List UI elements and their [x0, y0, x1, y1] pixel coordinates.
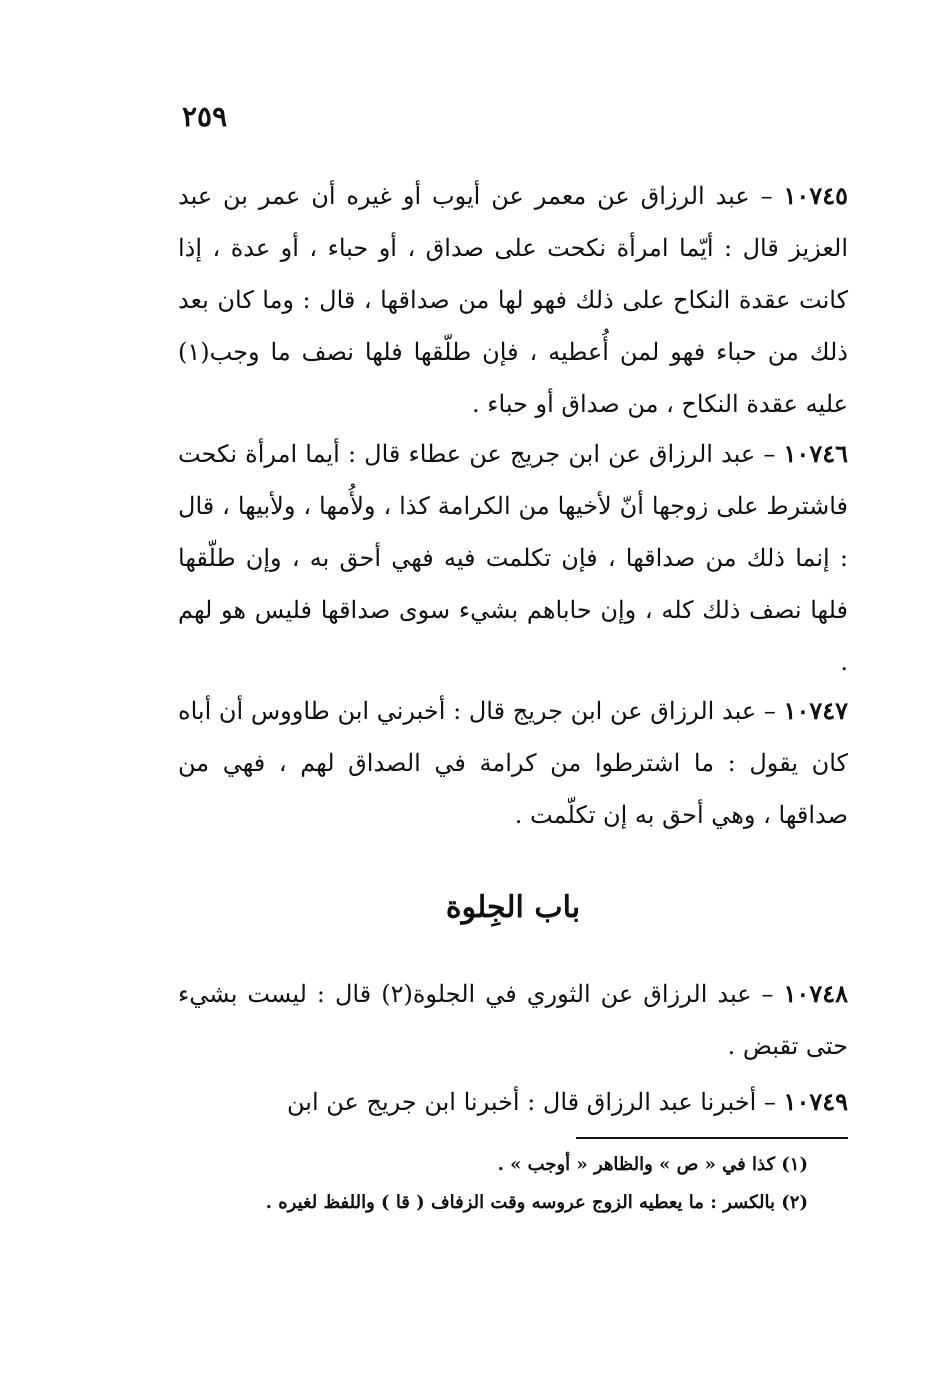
- entry-text: أخبرنا عبد الرزاق قال : أخبرنا ابن جريج عن ابن: [287, 1088, 757, 1116]
- entry-dash: –: [749, 182, 773, 210]
- entry-number: ١٠٧٤٥: [783, 181, 848, 210]
- footnote-divider: [576, 1137, 848, 1139]
- entry-number: ١٠٧٤٨: [783, 979, 848, 1008]
- entry-number: ١٠٧٤٩: [783, 1087, 848, 1116]
- entry-paragraph-10749: [178, 1076, 848, 1128]
- entry-paragraph-10745: [178, 170, 848, 430]
- entry-paragraph-10747: [178, 685, 848, 841]
- entry-paragraph-10746: [178, 428, 848, 688]
- entry-paragraph-10748: [178, 968, 848, 1072]
- entry-number: ١٠٧٤٦: [783, 439, 848, 468]
- entry-text: عبد الرزاق عن معمر عن أيوب أو غيره أن عمر بن عبد العزيز قال : أيّما امرأة نكحت على صداق ، أو حباء ، أو عدة ، إذا كانت عقدة النكاح على ذلك فهو لها من صداقها ، قال : وما كان بعد ذلك من حباء فهو لمن أُعطيه ، فإن طلّقها فلها نصف ما وجب(١) عليه عقدة النكاح ، من صداق أو حباء .: [178, 182, 848, 418]
- entry-dash: –: [756, 1088, 776, 1116]
- footnote-1: (١) كذا في « ص » والظاهر « أوجب » .: [497, 1154, 808, 1175]
- entry-text: عبد الرزاق عن الثوري في الجلوة(٢) قال : ليست بشيء حتى تقبض .: [178, 980, 848, 1060]
- entry-dash: –: [751, 980, 774, 1008]
- entry-dash: –: [755, 440, 776, 468]
- entry-text: عبد الرزاق عن ابن جريج قال : أخبرني ابن طاووس أن أباه كان يقول : ما اشترطوا من كرامة في الصداق لهم ، فهي من صداقها ، وهي أحق به إن تكلّمت .: [178, 697, 848, 829]
- footnote-2: (٢) بالكسر : ما يعطيه الزوج عروسه وقت الزفاف ( قا ) واللفظ لغيره .: [265, 1192, 808, 1213]
- section-heading: باب الجِلوة: [445, 890, 581, 925]
- entry-number: ١٠٧٤٧: [783, 696, 848, 725]
- page-number: ٢٥٩: [182, 100, 228, 133]
- entry-dash: –: [756, 697, 776, 725]
- entry-text: عبد الرزاق عن ابن جريج عن عطاء قال : أيما امرأة نكحت فاشترط على زوجها أنّ لأخيها من الكرامة كذا ، ولأُمها ، ولأبيها ، قال : إنما ذلك من صداقها ، فإن تكلمت فيه فهي أحق به ، وإن طلّقها فلها نصف ذلك كله ، وإن حاباهم بشيء سوى صداقها فليس هو لهم .: [178, 440, 848, 676]
